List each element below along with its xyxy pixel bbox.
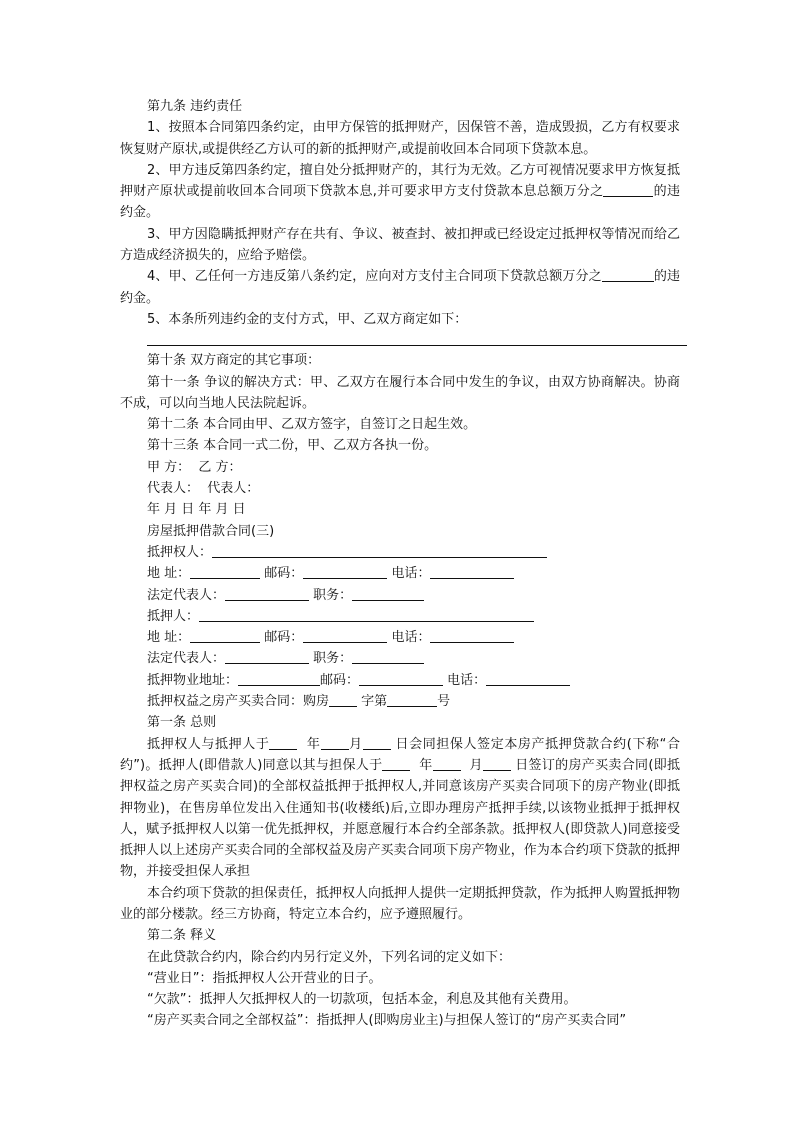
article-9-clause-2-text: 2、甲方违反第四条约定，擅自处分抵押财产的，其行为无效。乙方可视情况要求甲方恢复抵押财产原状或提前收回本合同项下贷款本息,并可要求甲方支付贷款本息总额万分之 [120, 162, 680, 200]
article-9-clause-2-tail: 的违约金。 [120, 184, 680, 221]
article-2-intro: 在此贷款合约内，除合约内另行定义外，下列名词的定义如下： [147, 949, 512, 965]
mortgagor-row [147, 606, 680, 627]
blank-line [430, 564, 514, 579]
article-13: 第十三条 本合同一式二份，甲、乙双方各执一份。 [147, 438, 438, 454]
mortgagor-legal-rep-row [147, 648, 680, 669]
address-label: 地 址： [147, 566, 191, 582]
mortgagee-row [147, 542, 680, 563]
article-1-text: 月 [348, 736, 363, 752]
blank-line [433, 756, 461, 771]
blank-line [303, 628, 387, 643]
article-1-text: 月 [469, 757, 483, 773]
mortgagor-label: 抵押人： [147, 608, 200, 624]
definition-business-day: “营业日”：指抵押权人公开营业的日子。 [147, 970, 382, 986]
sale-contract-mid: 字第 [361, 694, 388, 710]
phone-label: 电话： [391, 630, 431, 646]
article-1-text: 年 [419, 757, 433, 773]
article-1-text: 日会同担保人签定本房产抵押贷款合约(下称“合约”)。抵押人(即借款人)同意以其与担保人于 [120, 736, 680, 773]
sale-contract-row [147, 691, 680, 712]
article-1-title: 第一条 总则 [147, 715, 217, 731]
blank-line [238, 671, 320, 686]
article-1-text: 日签订的房产买卖合同(即抵押权益之房产买卖合同)的全部权益抵押于抵押权人,并同意该房产买卖合同项下的房产物业(即抵押物业)，在售房单位发出入住通知书(收楼纸)后,立即办理房产抵押手续,以该物业抵押于抵押权人，赋予抵押权人以第一优先抵押权，并愿意履行本合约全部条款。抵押权人(即贷款人)同意接受抵押人以上述房产买卖合同的全部权益及房产买卖合同项下房产物业，作为本合约项下贷款的抵押物，并接受担保人承担 [120, 757, 681, 880]
sale-contract-label: 抵押权益之房产买卖合同：购房 [147, 694, 330, 710]
clause-5-blank-row [120, 330, 680, 350]
blank-line [359, 671, 443, 686]
postcode-label: 邮码： [264, 566, 304, 582]
article-1-text: 年 [306, 736, 321, 752]
article-9-clause-3: 3、甲方因隐瞒抵押财产存在共有、争议、被查封、被扣押或已经设定过抵押权等情况而给乙方造成经济损失的，应给予赔偿。 [120, 226, 680, 264]
blank-line [387, 692, 437, 707]
property-phone-label: 电话： [447, 672, 487, 688]
article-1-paragraph-2: 本合约项下贷款的担保责任，抵押权人向抵押人提供一定期抵押贷款，作为抵押人购置抵押物业的部分楼款。经三方协商，特定立本合约，应予遵照履行。 [120, 885, 681, 922]
blank-line [430, 628, 514, 643]
mortgagee-address-row [147, 563, 680, 584]
legal-rep-label: 法定代表人： [147, 587, 226, 603]
article-1-text: 抵押权人与抵押人于 [147, 736, 270, 752]
definition-sale-contract-rights: “房产买卖合同之全部权益”：指抵押人(即购房业主)与担保人签订的“房产买卖合同” [147, 1013, 627, 1029]
sale-contract-end: 号 [437, 694, 451, 710]
article-9-clause-4 [120, 266, 680, 309]
position-label: 职务： [313, 651, 353, 667]
article-12: 第十二条 本合同由甲、乙双方签字，自签订之日起生效。 [147, 417, 477, 433]
blank-line [147, 331, 687, 346]
property-address-row [147, 670, 680, 691]
blank-line [486, 671, 570, 686]
blank-line [199, 607, 534, 622]
mortgagee-label: 抵押权人： [147, 544, 213, 560]
blank-line [352, 586, 424, 601]
blank-line [190, 628, 260, 643]
article-2-title: 第二条 释义 [147, 928, 217, 944]
mortgagor-address-row [147, 627, 680, 648]
article-11: 第十一条 争议的解决方式：甲、乙双方在履行本合同中发生的争议，由双方协商解决。协商不成，可以向当地人民法院起诉。 [120, 374, 680, 411]
definition-debt: “欠款”：抵押人欠抵押权人的一切款项，包括本金，利息及其他有关费用。 [147, 992, 577, 1008]
article-10: 第十条 双方商定的其它事项： [147, 353, 321, 369]
phone-label: 电话： [391, 566, 431, 582]
blank-line [321, 735, 349, 750]
blank-line [269, 735, 297, 750]
address-label: 地 址： [147, 630, 191, 646]
article-9-clause-1: 1、按照本合同第四条约定，由甲方保管的抵押财产，因保管不善，造成毁损，乙方有权要求恢复财产原状,或提供经乙方认可的新的抵押财产,或提前收回本合同项下贷款本息。 [120, 120, 680, 157]
contract-3-title: 房屋抵押借款合同(三) [147, 523, 275, 539]
blank-line [603, 182, 653, 197]
blank-line [225, 586, 309, 601]
legal-rep-label: 法定代表人： [147, 651, 226, 667]
property-address-label: 抵押物业地址： [147, 672, 239, 688]
blank-line [363, 735, 391, 750]
blank-line [352, 649, 424, 664]
postcode-label: 邮码： [264, 630, 304, 646]
blank-line [303, 564, 387, 579]
signature-representatives: 代表人： 代表人： [147, 481, 260, 497]
contract-page [120, 96, 680, 1032]
article-9-clause-4-text: 4、甲、乙任何一方违反第八条约定，应向对方支付主合同项下贷款总额万分之 [147, 269, 602, 285]
property-postcode-label: 邮码： [320, 672, 360, 688]
blank-line [382, 756, 410, 771]
blank-line [602, 267, 654, 282]
blank-line [212, 543, 547, 558]
blank-line [225, 649, 309, 664]
article-9-title: 第九条 违约责任 [147, 99, 243, 114]
mortgagee-legal-rep-row [147, 585, 680, 606]
blank-line [190, 564, 260, 579]
article-9-clause-4-tail: 的违约金。 [120, 269, 680, 306]
position-label: 职务： [313, 587, 353, 603]
blank-line [329, 692, 357, 707]
signature-dates: 年 月 日 年 月 日 [147, 502, 246, 518]
blank-line [483, 756, 511, 771]
article-1-paragraph-1 [120, 734, 680, 883]
article-9-clause-2 [120, 160, 680, 224]
signature-parties: 甲 方： 乙 方： [147, 459, 242, 475]
article-9-clause-5: 5、本条所列违约金的支付方式，甲、乙双方商定如下： [147, 311, 468, 327]
